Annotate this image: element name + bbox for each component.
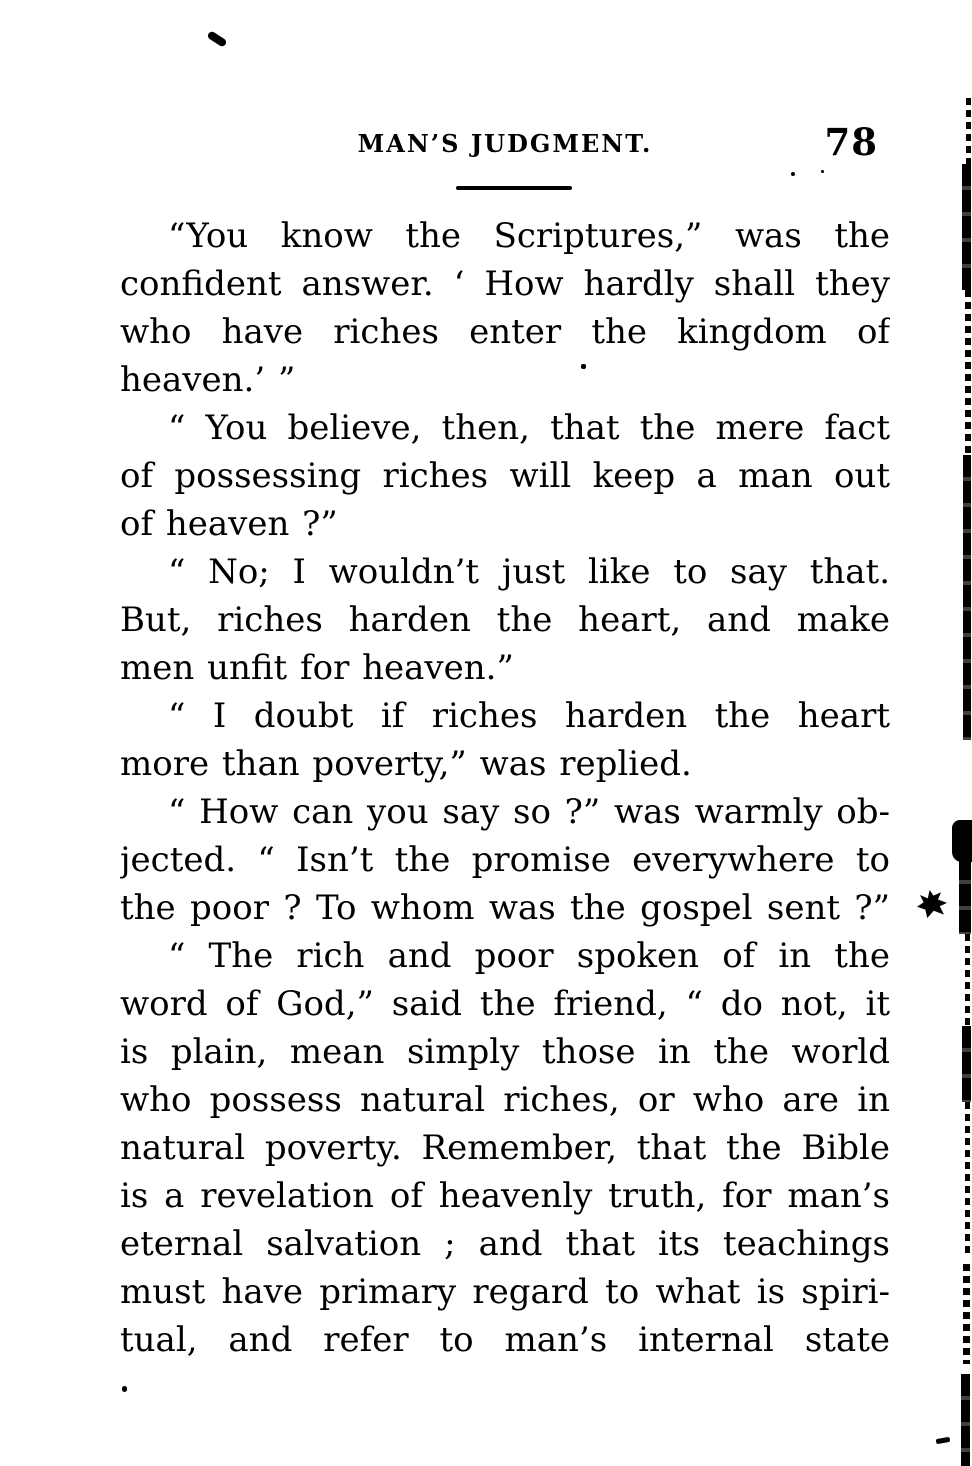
text-line: is plain, mean simply those in the world [120,1032,890,1072]
text-line: “ You believe, then, that the mere fact [168,408,890,448]
text-line: men unfit for heaven.” [120,648,514,688]
ink-speck-artifact [936,1437,951,1444]
page-number: 78 [824,120,878,164]
text-line: confident answer. ‘ How hardly shall they [120,264,890,304]
text-line: of heaven ?” [120,504,338,544]
ink-blot-artifact [917,890,947,918]
text-line: “ How can you say so ?” was warmly ob- [168,792,890,832]
scan-edge-artifact [963,455,971,740]
scan-edge-artifact [966,98,971,164]
ink-dash-artifact [206,30,227,48]
text-line: who have riches enter the kingdom of [120,312,890,352]
text-line: “ The rich and poor spoken of in the [168,936,890,976]
scan-edge-artifact [965,290,971,455]
text-line: the poor ? To whom was the gospel sent ?” [120,888,890,928]
section-divider-rule [456,186,572,190]
scan-edge-artifact [961,1374,970,1466]
scan-edge-artifact [962,164,971,290]
ink-speck-artifact [581,364,586,369]
text-line: who possess natural riches, or who are in [120,1080,890,1120]
scan-edge-artifact [959,858,971,934]
text-line: heaven.’ ” [120,360,296,400]
ink-speck-artifact [791,172,795,176]
scan-edge-artifact [965,1102,970,1254]
text-line: more than poverty,” was replied. [120,744,692,784]
page-title: MAN’S JUDGMENT. [357,129,653,158]
text-line: word of God,” said the friend, “ do not, it [120,984,890,1024]
text-line: “You know the Scriptures,” was the [168,216,890,256]
text-line: “ No; I wouldn’t just like to say that. [168,552,890,592]
text-line: jected. “ Isn’t the promise everywhere to [120,840,890,880]
text-line: is a revelation of heavenly truth, for man’s [120,1176,890,1216]
ink-speck-artifact [122,1386,127,1392]
text-line: But, riches harden the heart, and make [120,600,890,640]
scan-edge-artifact [963,1264,970,1364]
body-text [120,212,890,1364]
text-line: of possessing riches will keep a man out [120,456,890,496]
text-line: “ I doubt if riches harden the heart [168,696,890,736]
text-line: must have primary regard to what is spiri- [120,1272,890,1312]
text-line: eternal salvation ; and that its teachings [120,1224,890,1264]
scan-edge-artifact [962,1026,971,1102]
scan-edge-artifact [965,934,970,1026]
ink-speck-artifact [821,170,824,173]
text-line: tual, and refer to man’s internal state [120,1320,890,1360]
scan-edge-artifact [952,820,972,862]
text-line: natural poverty. Remember, that the Bible [120,1128,890,1168]
